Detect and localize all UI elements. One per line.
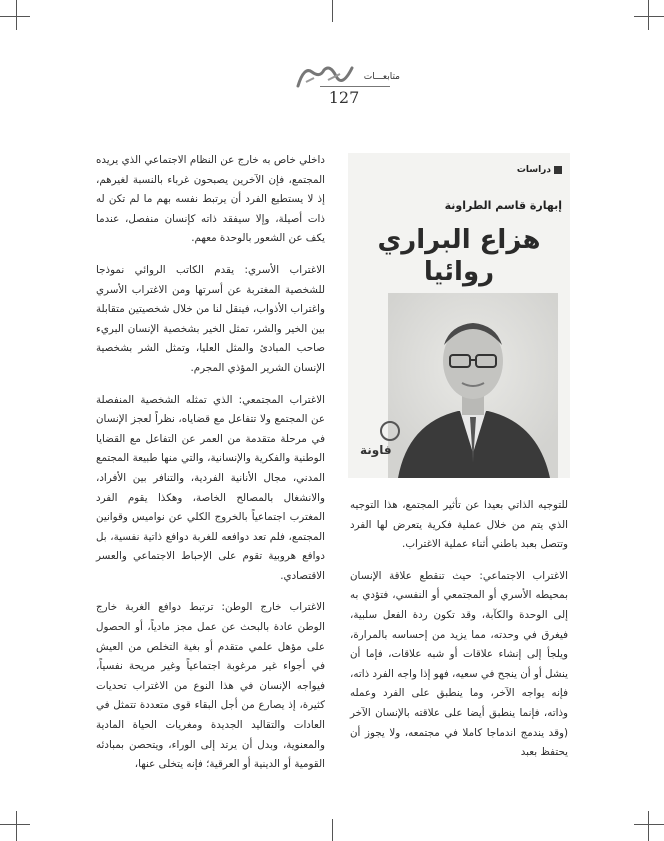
page-number: 127 (328, 88, 360, 107)
crop-mark-bottom-left-h (0, 824, 30, 825)
paragraph: داخلي خاص به خارج عن النظام الاجتماعي الذي يريده المجتمع، فإن الآخرين يصبحون غرباء بالنسبة لغيرهم، إذ لا يستطيع الفرد أن يرتبط نفسه بهم ما لم تكن له ذات أصيلة، وإلا سيفقد ذاته كإنسان منفصل، عندما يكف عن الشعور بالوحدة معهم. (96, 154, 325, 245)
cover-subtitle: روائيا (423, 257, 495, 287)
cover-series-label: دراسات (517, 165, 562, 175)
paragraph: الاغتراب خارج الوطن: ترتبط دوافع الغربة خارج الوطن عادة بالبحث عن عمل مجز مادياً، أو الحصول على مؤهل علمي متقدم أو بغية التخلص من العيش في أجواء غير مرغوبة اجتماعياً وغير مريحة نفسياً، فيواجه الإنسان في هذا النوع من الاغتراب تحديات كثيرة، إذ يصارع من أجل البقاء قوى متعددة تتمثل في العادات والتقاليد الجديدة ومغريات الحياة المادية والمعنوية، وبدل أن يرتد إلى الوراء، ويتحصن بمبادئه القومية أو الدينية أو العرقية؛ فإنه يتخلى عنها، (96, 601, 325, 771)
book-cover-image (348, 153, 570, 478)
left-text-column (96, 151, 325, 787)
crop-mark-top-center (332, 0, 333, 22)
right-text-column (350, 496, 568, 775)
crop-mark-bottom-center (332, 819, 333, 841)
author-portrait-image (388, 293, 558, 478)
header-rule (320, 86, 390, 87)
crop-mark-top-left-v (16, 0, 17, 30)
section-label: متابعـــات (363, 72, 400, 82)
crop-mark-bottom-right-v (648, 811, 649, 841)
crop-mark-top-left-h (0, 16, 30, 17)
crop-mark-bottom-right-h (634, 824, 664, 825)
crop-mark-bottom-left-v (16, 811, 17, 841)
series-square-icon (554, 166, 562, 174)
paragraph: للتوجيه الذاتي بعيدا عن تأثير المجتمع، هذا التوجيه الذي يتم من خلال عملية فكرية يتعرض لها الفرد وتتصل بعبد باطني أثناء عملية الاغتراب. (350, 499, 568, 551)
paragraph: الاغتراب الاجتماعي: حيث تنقطع علاقة الإنسان بمحيطه الأسري أو المجتمعي أو النفسي، فتؤدي به إلى الوحدة والكآبة، وقد تكون ردة الفعل سلبية، فيغرق في وحدته، مما يزيد من إحساسه بالمرارة، ويلجأ إلى إنشاء علاقات أو شبه علاقات، فإما أن ينشل أو أن ينجح في سعيه، فهو إذا واجه الفرد ذاته، فإنه يواجه الآخر، وما ينطبق على الفرد وعمله وذاته، فإنما ينطبق أيضا على علاقته بالإنسان الآخر (وقد يندمج اندماجا كاملا في مجتمعه، ولا يجوز أن يحتفظ بعبد (350, 569, 568, 759)
publisher-seal-icon (380, 421, 400, 441)
paragraph: الاغتراب الأسري: يقدم الكاتب الروائي نموذجا للشخصية المغتربة عن أسرتها ومن الاغتراب الأسري واغتراب الأذواب، فينقل لنا من خلال شخصيتين متقابلة بين الخير والشر، تمثل الخير بشخصية الإنسان البريء صاحب المبادئ والمثل العليا، وتمثل الشر بشخصية الإنسان الشرير المؤذي المجرم. (96, 263, 325, 374)
running-header (290, 62, 400, 122)
crop-mark-top-right-h (634, 16, 664, 17)
paragraph: الاغتراب المجتمعي: الذي تمثله الشخصية المنفصلة عن المجتمع ولا تتفاعل مع قضاياه، نظراً لعجز الإنسان في مرحلة متقدمة من العمر عن التفاعل مع القضايا الوطنية والفكرية والإنسانية، والتي منها طبيعة المجتمع المدني، مجال الأنانية الفردية، والتنافر بين الأفراد، والانشغال بالمصالح الخاصة، وهكذا يقوم الفرد المغترب اجتماعياً بالخروج الكلي عن نواميس وقوانين المجتمع، فلم تعد دوافعه للغربة دوافع ذاتية نفسية، بل دوافع هروبية تقوم على الإحباط الاجتماعي والعسر الاقتصادي. (96, 393, 325, 582)
cover-title: هزاع البراري (377, 225, 541, 255)
crop-mark-top-right-v (648, 0, 649, 30)
publisher-logo: فاونة (360, 443, 392, 457)
cover-author: إبهارة قاسم الطراونة (444, 199, 562, 212)
